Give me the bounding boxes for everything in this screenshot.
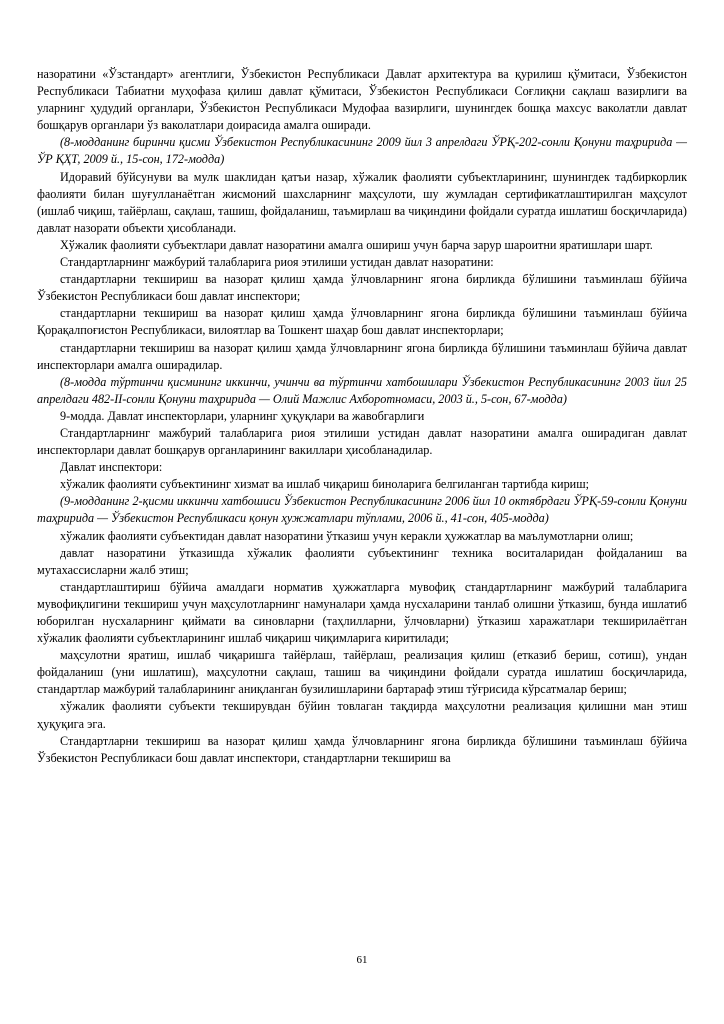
paragraph: Стандартларнинг мажбурий талабларига риоя этилиши устидан давлат назоратини: — [60, 255, 494, 270]
amendment-note: (9-модданинг 2-қисми иккинчи хатбошиси Ўзбекистон Республикасининг 2006 йил 10 октябрдаги ЎРҚ-59-сонли Қонуни таҳририда — Ўзбекистон Республикаси қонун ҳужжатлари тўплами, 2006 й., 41-сон, 405-модда) — [37, 494, 687, 526]
document-page — [37, 66, 687, 767]
list-item: хўжалик фаолияти субъектининг хизмат ва ишлаб чиқариш биноларига белгиланган тартибда кириш; — [60, 477, 589, 492]
amendment-note: (8-модданинг биринчи қисми Ўзбекистон Республикасининг 2009 йил 3 апрелдаги ЎРҚ-202-сонли Қонуни таҳририда — ЎР ҚҲТ, 2009 й., 15-сон, 172-модда) — [37, 135, 687, 167]
list-item: стандартларни текшириш ва назорат қилиш ҳамда ўлчовларнинг ягона бирликда бўлишини таъминлаш бўйича давлат инспекторлари амалга оширадилар. — [37, 340, 687, 372]
list-item: стандартлаштириш бўйича амалдаги норматив ҳужжатларга мувофиқ стандартларнинг мажбурий талабларига мувофиқлигини текшириш учун маҳсулотларнинг намуналари ҳамда нусхаларини танлаб олишни ўтказиш, бунда ишлатиб юборилган нусхаларнинг қиймати ва синовларни (таҳлилларни, ўлчовларни) ўтказиш харажатлари текширилаётган хўжалик фаолияти субъектларининг ишлаб чиқариш чиқимларига киритилади; — [37, 579, 687, 646]
paragraph: Идоравий бўйсунуви ва мулк шаклидан қатъи назар, хўжалик фаолияти субъектларининг, шунингдек тадбиркорлик фаолияти билан шуғулланаётган жисмоний шахсларнинг маҳсулоти, шу жумладан сертификатлаштирилган маҳсулот (ишлаб чиқиш, тайёрлаш, сақлаш, ташиш, фойдаланиш, таъмирлаш ва чиқиндини фойдали суратда ишлатиш босқичларида) давлат назорати объекти ҳисобланади. — [37, 169, 687, 235]
list-item: хўжалик фаолияти субъекти текширувдан бўйин товлаган тақдирда маҳсулотни реализация қилишни ман этиш ҳуқуқига эга. — [37, 699, 687, 731]
amendment-note: (8-модда тўртинчи қисмининг иккинчи, учинчи ва тўртинчи хатбошилари Ўзбекистон Республикасининг 2003 йил 25 апрелдаги 482-II-сонли Қонуни таҳририда — Олий Мажлис Ахборотномаси, 2003 й., 5-сон, 67-модда) — [37, 374, 687, 406]
list-item: маҳсулотни яратиш, ишлаб чиқаришга тайёрлаш, тайёрлаш, реализация қилиш (етказиб бериш, сотиш), ундан фойдаланиш (уни ишлатиш), маҳсулотни сақлаш, ташиш ва чиқиндини фойдали суратда ишлатиш босқичларида, стандартлар мажбурий талабларининг аниқланган бузилишларини бартараф этиш тўғрисида кўрсатмалар бериш; — [37, 648, 687, 697]
paragraph-continuation: назоратини «Ўзстандарт» агентлиги, Ўзбекистон Республикаси Давлат архитектура ва қурилиш қўмитаси, Ўзбекистон Республикаси Табиатни муҳофаза қилиш давлат қўмитаси, Ўзбекистон Республикаси Соғлиқни сақлаш вазирлиги ва уларнинг ҳудудий органлари, Ўзбекистон Республикаси Мудофаа вазирлиги, шунингдек бошқа махсус ваколатли давлат бошқарув органлари ўз ваколатлари доирасида амалга оширади. — [37, 67, 687, 133]
paragraph: Стандартларнинг мажбурий талабларига риоя этилиши устидан давлат назоратини амалга оширадиган давлат инспекторлари давлат бошқарув органларининг вакиллари ҳисобланадилар. — [37, 425, 687, 458]
list-item: стандартларни текшириш ва назорат қилиш ҳамда ўлчовларнинг ягона бирликда бўлишини таъминлаш бўйича Ўзбекистон Республикаси бош давлат инспектори; — [37, 272, 687, 304]
paragraph: Хўжалик фаолияти субъектлари давлат назоратини амалга ошириш учун барча зарур шароитни яратишлари шарт. — [60, 237, 653, 252]
paragraph: Стандартларни текшириш ва назорат қилиш ҳамда ўлчовларнинг ягона бирликда бўлишини таъминлаш бўйича Ўзбекистон Республикаси бош давлат инспектори, стандартларни текшириш ва — [37, 733, 687, 765]
list-item: стандартларни текшириш ва назорат қилиш ҳамда ўлчовларнинг ягона бирликда бўлишини таъминлаш бўйича Қорақалпоғистон Республикаси, вилоятлар ва Тошкент шаҳар бош давлат инспекторлари; — [37, 306, 687, 338]
paragraph: Давлат инспектори: — [60, 460, 163, 475]
article-heading: 9-модда. Давлат инспекторлари, уларнинг ҳуқуқлари ва жавобгарлиги — [60, 408, 425, 423]
page-number: 61 — [356, 954, 368, 966]
list-item: хўжалик фаолияти субъектидан давлат назоратини ўтказиш учун керакли ҳужжатлар ва маълумотларни олиш; — [60, 528, 634, 543]
list-item: давлат назоратини ўтказишда хўжалик фаолияти субъектининг техника воситаларидан фойдаланиш ва мутахассисларни жалб этиш; — [37, 545, 687, 577]
